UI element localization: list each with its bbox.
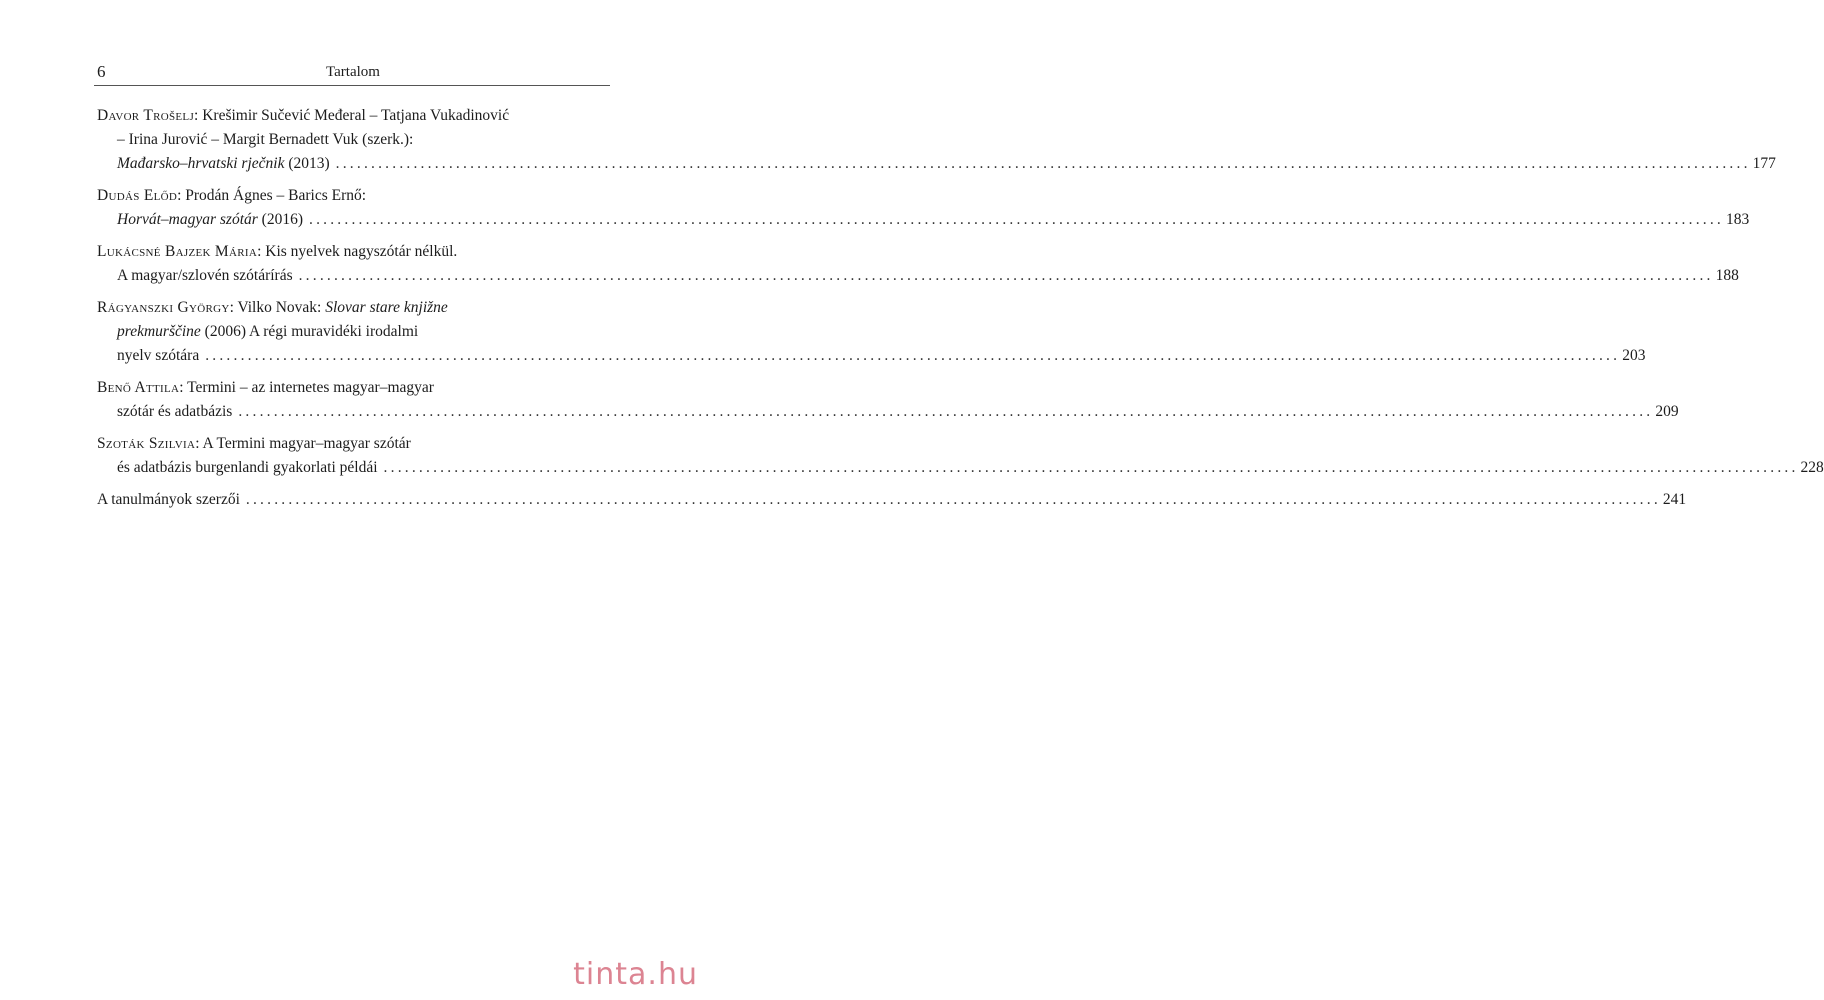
entry-title: Horvát–magyar szótár	[117, 211, 258, 228]
entry-text: (2013)	[284, 155, 330, 172]
entry-text: : A Termini magyar–magyar szótár	[195, 435, 411, 452]
toc-entry[interactable]	[97, 104, 1776, 176]
entry-text: : Krešimir Sučević Međeral – Tatjana Vukadinović	[194, 107, 510, 124]
entry-text: és adatbázis burgenlandi gyakorlati példái	[117, 459, 378, 476]
header-rule	[94, 85, 610, 86]
entry-text: (2006) A régi muravidéki irodalmi	[200, 323, 419, 340]
entry-author: Dudás Előd	[97, 187, 178, 204]
page-number: 6	[97, 62, 106, 81]
entry-text: A magyar/szlovén szótárírás	[117, 267, 293, 284]
dot-leader: ........................................................................................................................................................................................................	[238, 403, 1654, 420]
entry-page-number: 188	[1715, 267, 1739, 284]
entry-author: Davor Trošelj	[97, 107, 195, 124]
toc-entry[interactable]	[97, 184, 1750, 232]
entry-title: Slovar stare knjižne	[325, 299, 448, 316]
entry-text: : Kis nyelvek nagyszótár nélkül.	[257, 243, 458, 260]
entry-page-number: 228	[1800, 459, 1824, 476]
table-of-contents	[97, 104, 1824, 520]
entry-title: prekmurščine	[117, 323, 201, 340]
entry-author: Lukácsné Bajzek Mária	[97, 243, 258, 260]
entry-author: Szoták Szilvia	[97, 435, 196, 452]
running-title: Tartalom	[326, 64, 380, 80]
toc-entry[interactable]	[97, 296, 1646, 368]
entry-author: Benő Attila	[97, 379, 180, 396]
entry-title: Mađarsko–hrvatski rječnik	[117, 155, 285, 172]
dot-leader: ........................................................................................................................................................................................................	[205, 347, 1621, 364]
entry-text: – Irina Jurović – Margit Bernadett Vuk (szerk.):	[117, 131, 414, 148]
page-header	[97, 60, 609, 86]
entry-text: szótár és adatbázis	[117, 403, 233, 420]
toc-entry[interactable]	[97, 376, 1679, 424]
publisher-watermark: tinta.hu	[573, 957, 698, 992]
entry-text: : Termini – az internetes magyar–magyar	[179, 379, 434, 396]
entry-text: (2016)	[257, 211, 303, 228]
entry-text: nyelv szótára	[117, 347, 200, 364]
entry-page-number: 203	[1622, 347, 1646, 364]
entry-text: A tanulmányok szerzői	[97, 491, 240, 508]
dot-leader: ........................................................................................................................................................................................................	[298, 267, 1714, 284]
entry-author: Rágyanszki György	[97, 299, 230, 316]
entry-page-number: 177	[1752, 155, 1776, 172]
entry-page-number: 183	[1726, 211, 1750, 228]
toc-entry[interactable]	[97, 432, 1824, 480]
entry-page-number: 209	[1655, 403, 1679, 420]
entry-text: : Prodán Ágnes – Barics Ernő:	[177, 187, 367, 204]
dot-leader: ........................................................................................................................................................................................................	[245, 491, 1661, 508]
dot-leader: ........................................................................................................................................................................................................	[335, 155, 1751, 172]
toc-entry[interactable]	[97, 240, 1739, 288]
toc-entry[interactable]	[97, 488, 1687, 512]
dot-leader: ........................................................................................................................................................................................................	[383, 459, 1799, 476]
entry-text: : Vilko Novak:	[229, 299, 326, 316]
dot-leader: ........................................................................................................................................................................................................	[309, 211, 1724, 228]
entry-page-number: 241	[1662, 491, 1687, 508]
